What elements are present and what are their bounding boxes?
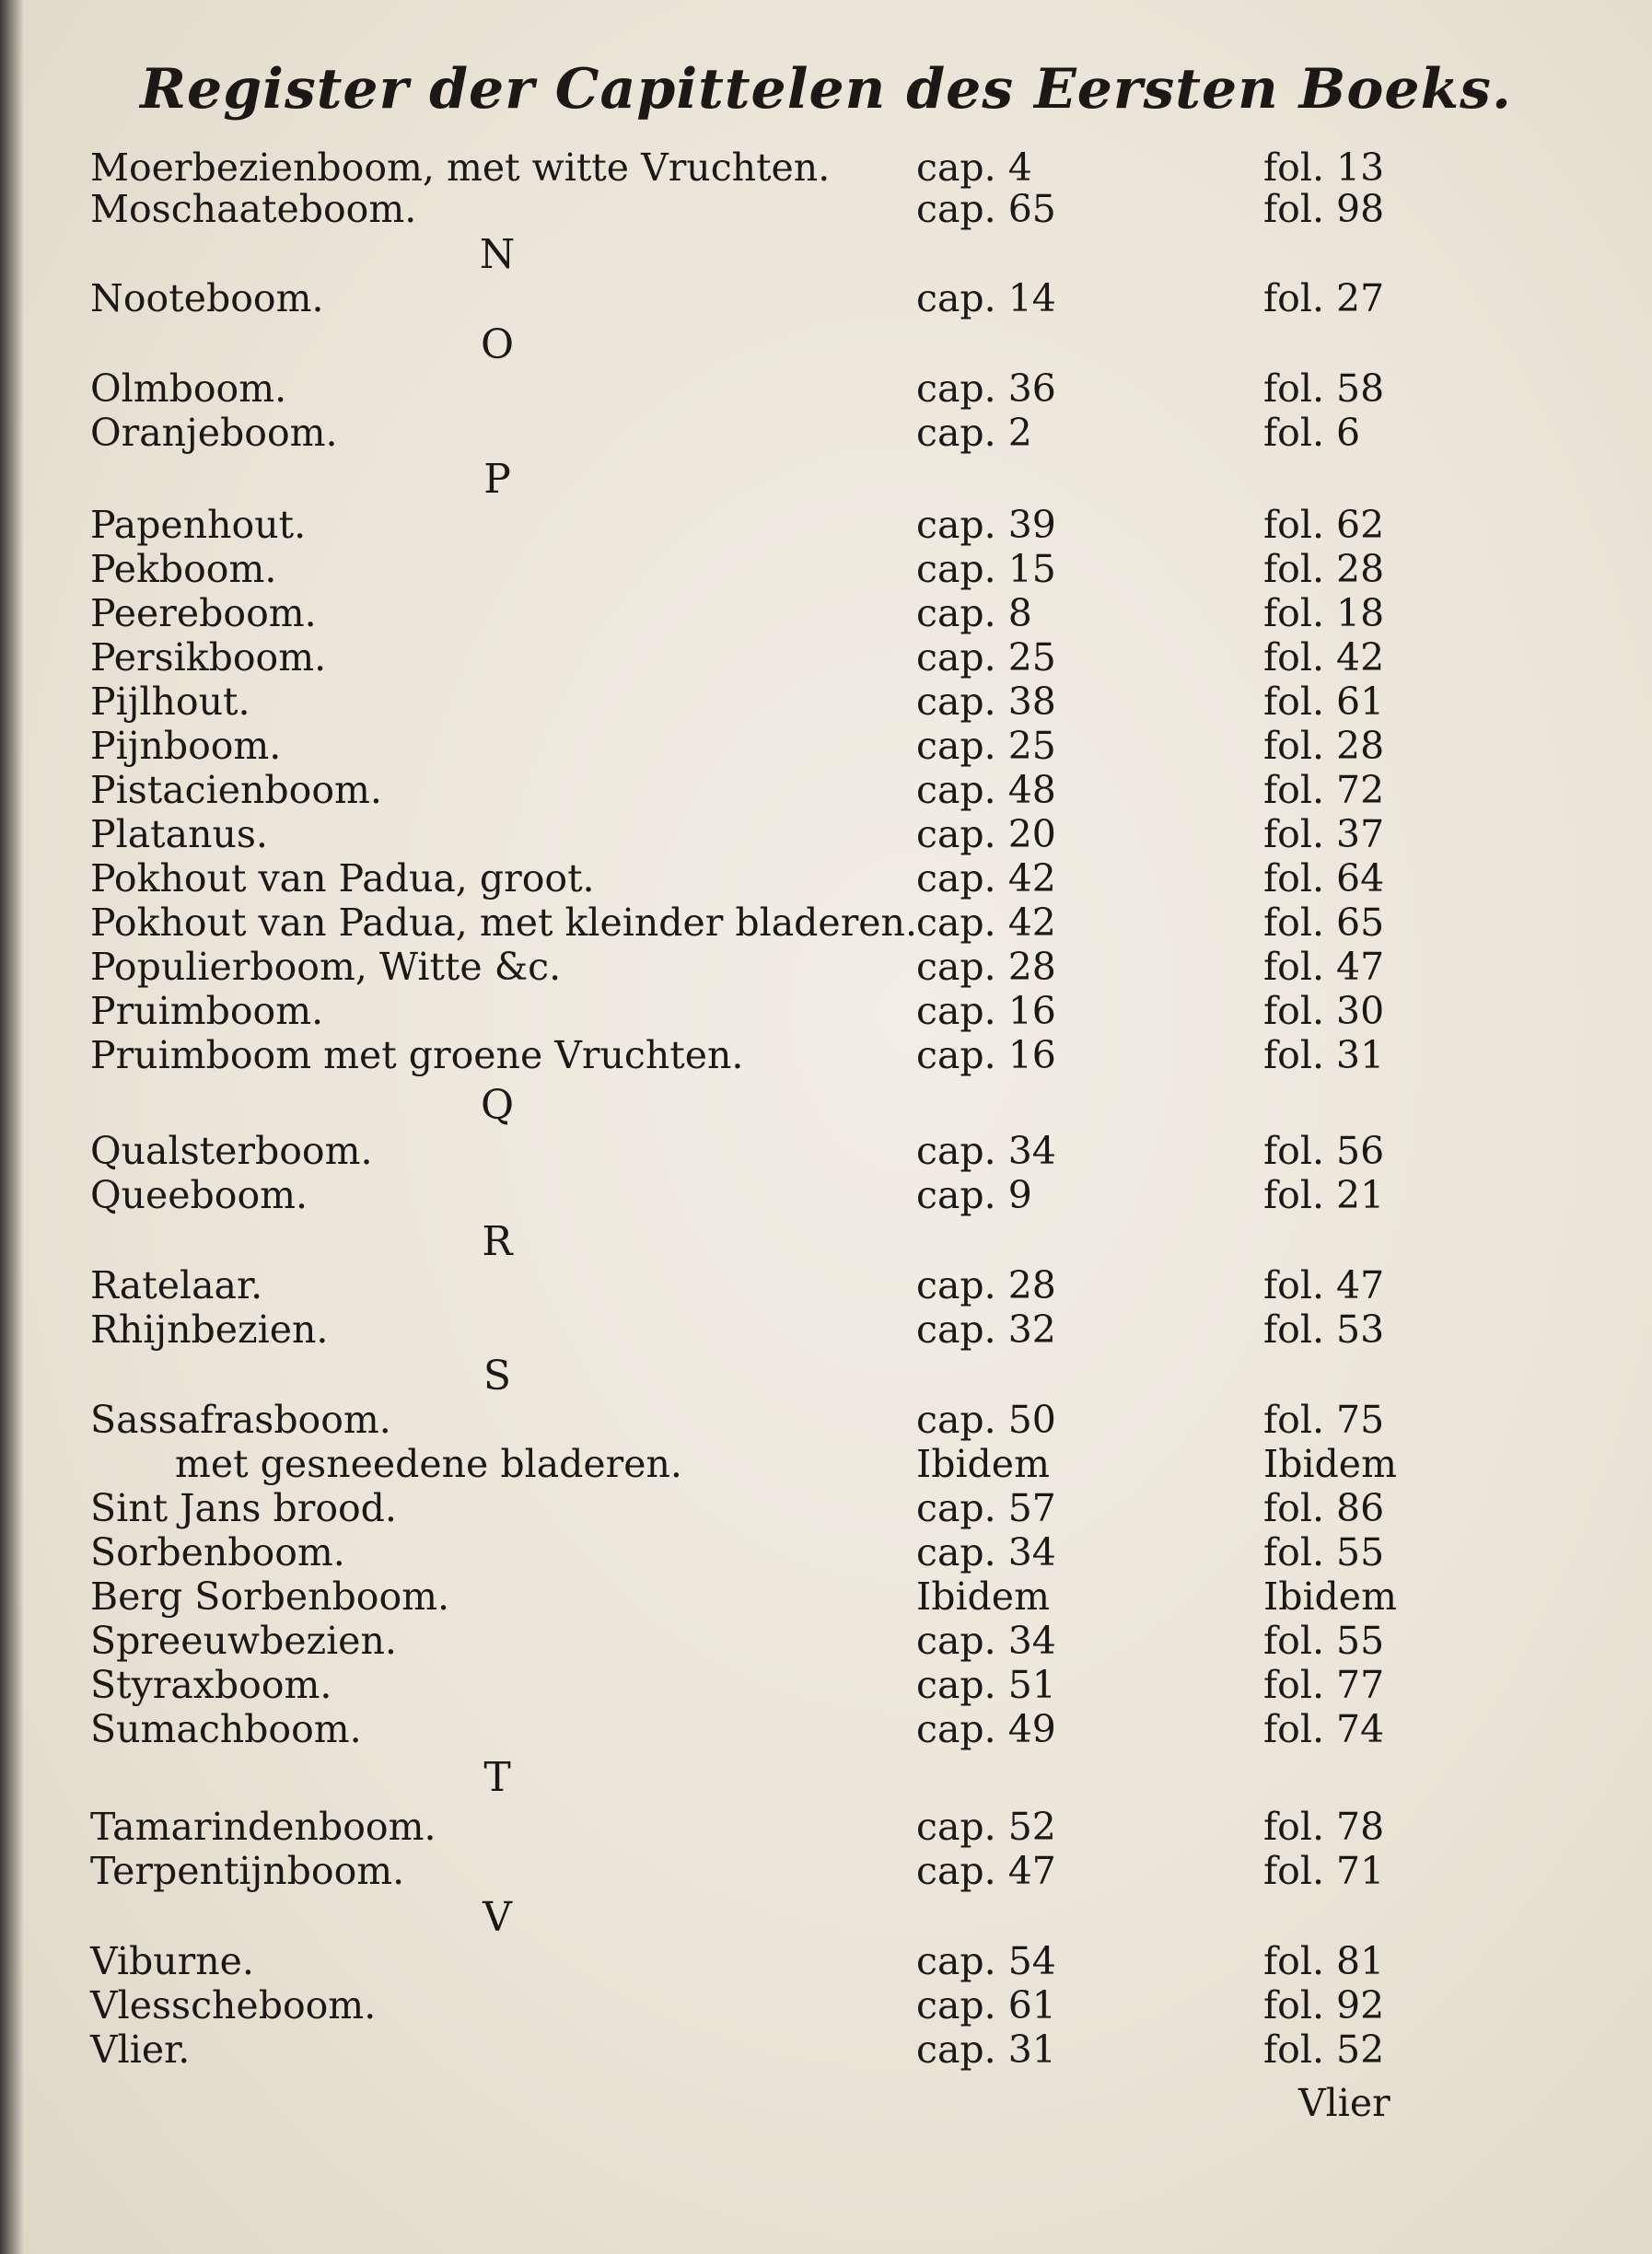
entry-folio: fol. 98 xyxy=(1263,187,1385,231)
entry-chapter: cap. 51 xyxy=(916,1663,1056,1707)
entry-folio: fol. 53 xyxy=(1263,1307,1385,1352)
entry-chapter: cap. 25 xyxy=(916,724,1056,768)
entry-chapter: cap. 47 xyxy=(916,1849,1056,1893)
section-letter-r: R xyxy=(482,1218,513,1265)
section-letter-n: N xyxy=(479,231,516,278)
entry-name: Persikboom. xyxy=(90,635,327,680)
entry-folio: fol. 31 xyxy=(1263,1033,1385,1077)
entry-name: Pijlhout. xyxy=(90,680,250,724)
entry-name: Vlesscheboom. xyxy=(90,1983,377,2027)
index-row xyxy=(0,2027,1652,2072)
entry-name: Ratelaar. xyxy=(90,1263,263,1307)
index-row xyxy=(0,900,1652,945)
entry-folio: Ibidem xyxy=(1263,1442,1397,1486)
entry-folio: fol. 52 xyxy=(1263,2027,1385,2072)
entry-chapter: cap. 36 xyxy=(916,366,1056,411)
entry-name: Sumachboom. xyxy=(90,1707,362,1751)
entry-name: Moschaateboom. xyxy=(90,187,417,231)
entry-chapter: cap. 39 xyxy=(916,503,1056,547)
index-row xyxy=(0,768,1652,812)
index-row xyxy=(0,591,1652,635)
entry-chapter: cap. 34 xyxy=(916,1619,1056,1663)
entry-folio: fol. 42 xyxy=(1263,635,1385,680)
index-row xyxy=(0,1173,1652,1217)
entry-chapter: cap. 25 xyxy=(916,635,1056,680)
entry-name: Papenhout. xyxy=(90,503,307,547)
index-row xyxy=(0,1939,1652,1983)
index-row xyxy=(0,187,1652,231)
index-row xyxy=(0,724,1652,768)
entry-folio: fol. 13 xyxy=(1263,145,1385,190)
entry-folio: fol. 55 xyxy=(1263,1619,1385,1663)
entry-chapter: cap. 20 xyxy=(916,812,1056,856)
index-row xyxy=(0,1033,1652,1077)
entry-chapter: cap. 34 xyxy=(916,1129,1056,1173)
index-row xyxy=(0,989,1652,1033)
entry-chapter: cap. 31 xyxy=(916,2027,1056,2072)
index-row xyxy=(0,1707,1652,1751)
entry-folio: fol. 37 xyxy=(1263,812,1385,856)
index-row xyxy=(0,1983,1652,2027)
entry-chapter: cap. 42 xyxy=(916,900,1056,945)
index-row xyxy=(0,812,1652,856)
entry-name: Pistacienboom. xyxy=(90,768,382,812)
entry-name: Sassafrasboom. xyxy=(90,1398,391,1442)
entry-folio: fol. 92 xyxy=(1263,1983,1385,2027)
entry-chapter: cap. 28 xyxy=(916,1263,1056,1307)
entry-name: Qualsterboom. xyxy=(90,1129,373,1173)
entry-folio: fol. 86 xyxy=(1263,1486,1385,1530)
section-letter-o: O xyxy=(480,321,515,368)
section-letter-v: V xyxy=(483,1894,512,1941)
entry-chapter: cap. 38 xyxy=(916,680,1056,724)
entry-folio: fol. 47 xyxy=(1263,1263,1385,1307)
entry-name: Nooteboom. xyxy=(90,276,324,320)
index-row xyxy=(0,411,1652,455)
index-row xyxy=(0,1805,1652,1849)
entry-chapter: cap. 34 xyxy=(916,1530,1056,1574)
index-row xyxy=(0,1307,1652,1352)
entry-folio: fol. 78 xyxy=(1263,1805,1385,1849)
index-row xyxy=(0,1619,1652,1663)
entry-chapter: cap. 8 xyxy=(916,591,1032,635)
entry-folio: Ibidem xyxy=(1263,1574,1397,1619)
entry-name: Sorbenboom. xyxy=(90,1530,345,1574)
entry-name: Platanus. xyxy=(90,812,268,856)
entry-chapter: cap. 9 xyxy=(916,1173,1032,1217)
entry-chapter: cap. 16 xyxy=(916,1033,1056,1077)
entry-folio: fol. 62 xyxy=(1263,503,1385,547)
page-title: Register der Capittelen des Eersten Boeks. xyxy=(140,57,1512,122)
index-row xyxy=(0,503,1652,547)
entry-name: Tamarindenboom. xyxy=(90,1805,436,1849)
entry-name: Sint Jans brood. xyxy=(90,1486,397,1530)
index-row xyxy=(0,1129,1652,1173)
index-row xyxy=(0,547,1652,591)
entry-folio: fol. 30 xyxy=(1263,989,1385,1033)
book-gutter-shadow xyxy=(0,0,24,2254)
entry-name: Pokhout van Padua, met kleinder bladeren. xyxy=(90,900,917,945)
entry-name: Populierboom, Witte &c. xyxy=(90,945,562,989)
entry-folio: fol. 18 xyxy=(1263,591,1385,635)
index-row xyxy=(0,1263,1652,1307)
entry-chapter: cap. 4 xyxy=(916,145,1032,190)
entry-chapter: cap. 16 xyxy=(916,989,1056,1033)
entry-folio: fol. 28 xyxy=(1263,724,1385,768)
entry-folio: fol. 27 xyxy=(1263,276,1385,320)
index-row xyxy=(0,1663,1652,1707)
entry-folio: fol. 58 xyxy=(1263,366,1385,411)
entry-folio: fol. 77 xyxy=(1263,1663,1385,1707)
section-letter-s: S xyxy=(483,1353,512,1400)
index-row xyxy=(0,145,1652,190)
entry-name: Rhijnbezien. xyxy=(90,1307,329,1352)
entry-folio: fol. 61 xyxy=(1263,680,1385,724)
entry-chapter: cap. 2 xyxy=(916,411,1032,455)
entry-name: Peereboom. xyxy=(90,591,317,635)
entry-folio: fol. 65 xyxy=(1263,900,1385,945)
index-row xyxy=(0,856,1652,900)
entry-name: Pruimboom. xyxy=(90,989,324,1033)
entry-chapter: cap. 15 xyxy=(916,547,1056,591)
entry-name: met gesneedene bladeren. xyxy=(175,1442,682,1486)
entry-chapter: cap. 54 xyxy=(916,1939,1056,1983)
entry-chapter: Ibidem xyxy=(916,1574,1050,1619)
entry-chapter: cap. 50 xyxy=(916,1398,1056,1442)
entry-folio: fol. 6 xyxy=(1263,411,1361,455)
entry-folio: fol. 64 xyxy=(1263,856,1385,900)
entry-chapter: cap. 65 xyxy=(916,187,1056,231)
index-row xyxy=(0,1486,1652,1530)
entry-name: Queeboom. xyxy=(90,1173,308,1217)
entry-chapter: cap. 52 xyxy=(916,1805,1056,1849)
entry-folio: fol. 55 xyxy=(1263,1530,1385,1574)
index-row xyxy=(0,635,1652,680)
index-row xyxy=(0,276,1652,320)
index-row xyxy=(0,366,1652,411)
entry-name: Olmboom. xyxy=(90,366,287,411)
entry-chapter: Ibidem xyxy=(916,1442,1050,1486)
entry-name: Styraxboom. xyxy=(90,1663,332,1707)
entry-name: Pijnboom. xyxy=(90,724,282,768)
index-row xyxy=(0,1530,1652,1574)
entry-name: Berg Sorbenboom. xyxy=(90,1574,450,1619)
entry-folio: fol. 21 xyxy=(1263,1173,1385,1217)
entry-name: Moerbezienboom, met witte Vruchten. xyxy=(90,145,831,190)
entry-name: Vlier. xyxy=(90,2027,191,2072)
entry-name: Pekboom. xyxy=(90,547,277,591)
index-row xyxy=(0,1398,1652,1442)
entry-folio: fol. 28 xyxy=(1263,547,1385,591)
entry-folio: fol. 75 xyxy=(1263,1398,1385,1442)
entry-chapter: cap. 28 xyxy=(916,945,1056,989)
entry-chapter: cap. 57 xyxy=(916,1486,1056,1530)
entry-name: Oranjeboom. xyxy=(90,411,338,455)
entry-folio: fol. 71 xyxy=(1263,1849,1385,1893)
entry-folio: fol. 72 xyxy=(1263,768,1385,812)
index-row xyxy=(0,1574,1652,1619)
index-row xyxy=(0,945,1652,989)
entry-chapter: cap. 32 xyxy=(916,1307,1056,1352)
section-letter-t: T xyxy=(483,1754,511,1801)
catchword: Vlier xyxy=(1298,2081,1390,2125)
section-letter-p: P xyxy=(483,456,511,503)
entry-name: Spreeuwbezien. xyxy=(90,1619,397,1663)
entry-name: Pokhout van Padua, groot. xyxy=(90,856,595,900)
entry-name: Terpentijnboom. xyxy=(90,1849,405,1893)
index-row xyxy=(0,680,1652,724)
entry-name: Pruimboom met groene Vruchten. xyxy=(90,1033,744,1077)
entry-folio: fol. 47 xyxy=(1263,945,1385,989)
entry-name: Viburne. xyxy=(90,1939,254,1983)
section-letter-q: Q xyxy=(480,1082,515,1129)
entry-folio: fol. 56 xyxy=(1263,1129,1385,1173)
entry-folio: fol. 81 xyxy=(1263,1939,1385,1983)
index-row xyxy=(0,1849,1652,1893)
entry-chapter: cap. 49 xyxy=(916,1707,1056,1751)
entry-folio: fol. 74 xyxy=(1263,1707,1385,1751)
entry-chapter: cap. 14 xyxy=(916,276,1056,320)
entry-chapter: cap. 61 xyxy=(916,1983,1056,2027)
entry-chapter: cap. 48 xyxy=(916,768,1056,812)
entry-chapter: cap. 42 xyxy=(916,856,1056,900)
index-row xyxy=(0,1442,1652,1486)
